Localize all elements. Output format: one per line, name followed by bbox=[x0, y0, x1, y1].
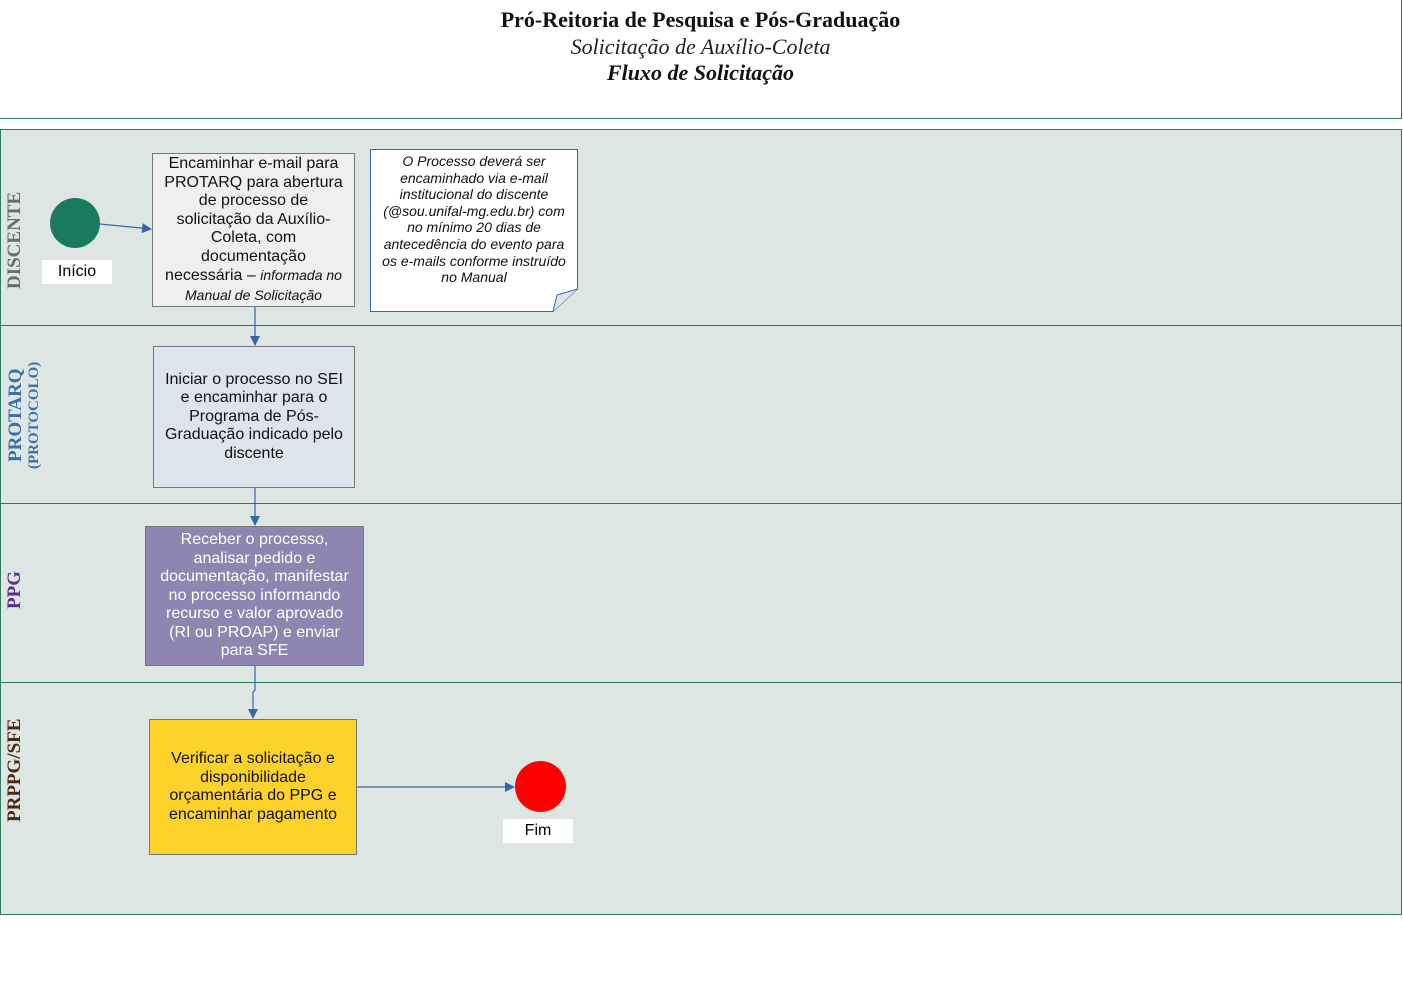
annotation-note-text: O Processo deverá ser encaminhado via e-mail institucional do discente (@sou.unifal-mg.edu.br) com no mínimo 20 dias de antecedência do evento para os e-mails conforme instruído no Manual bbox=[382, 153, 566, 286]
lane-label-sfe: PRPPG/SFE bbox=[4, 718, 25, 822]
lane-label-protarq: PROTARQ (PROTOCOLO) bbox=[7, 350, 43, 480]
task-start-sei-process-text: Iniciar o processo no SEI e encaminhar para o Programa de Pós-Graduação indicado pelo discente bbox=[165, 370, 343, 462]
task-sfe-verify-text: Verificar a solicitação e disponibilidade orçamentária do PPG e encaminhar pagamento bbox=[168, 750, 338, 823]
arrow-start-to-email bbox=[100, 224, 151, 229]
start-event-label: Início bbox=[42, 260, 112, 284]
lane-label-discente: DISCENTE bbox=[4, 191, 25, 289]
task-ppg-review-text: Receber o processo, analisar pedido e documentação, manifestar no processo informando recurso e valor aprovado (RI ou PROAP) e enviar para SFE bbox=[160, 531, 349, 660]
header-title: Pró-Reitoria de Pesquisa e Pós-Graduação bbox=[500, 7, 901, 32]
end-event-label: Fim bbox=[503, 819, 573, 843]
task-send-email-italic: informada no Manual de Solicitação bbox=[185, 267, 342, 303]
lane-label-ppg: PPG bbox=[4, 571, 25, 609]
header-flow-title: Fluxo de Solicitação bbox=[607, 60, 794, 85]
arrow-ppg-to-sfe bbox=[253, 666, 255, 718]
header-subtitle: Solicitação de Auxílio-Coleta bbox=[570, 34, 831, 59]
task-send-email-text: Encaminhar e-mail para PROTARQ para abertura de processo de solicitação da Auxílio-Coleta, com documentação necessária – bbox=[164, 155, 343, 284]
lane-label-protarq-sub: (PROTOCOLO) bbox=[26, 361, 42, 469]
